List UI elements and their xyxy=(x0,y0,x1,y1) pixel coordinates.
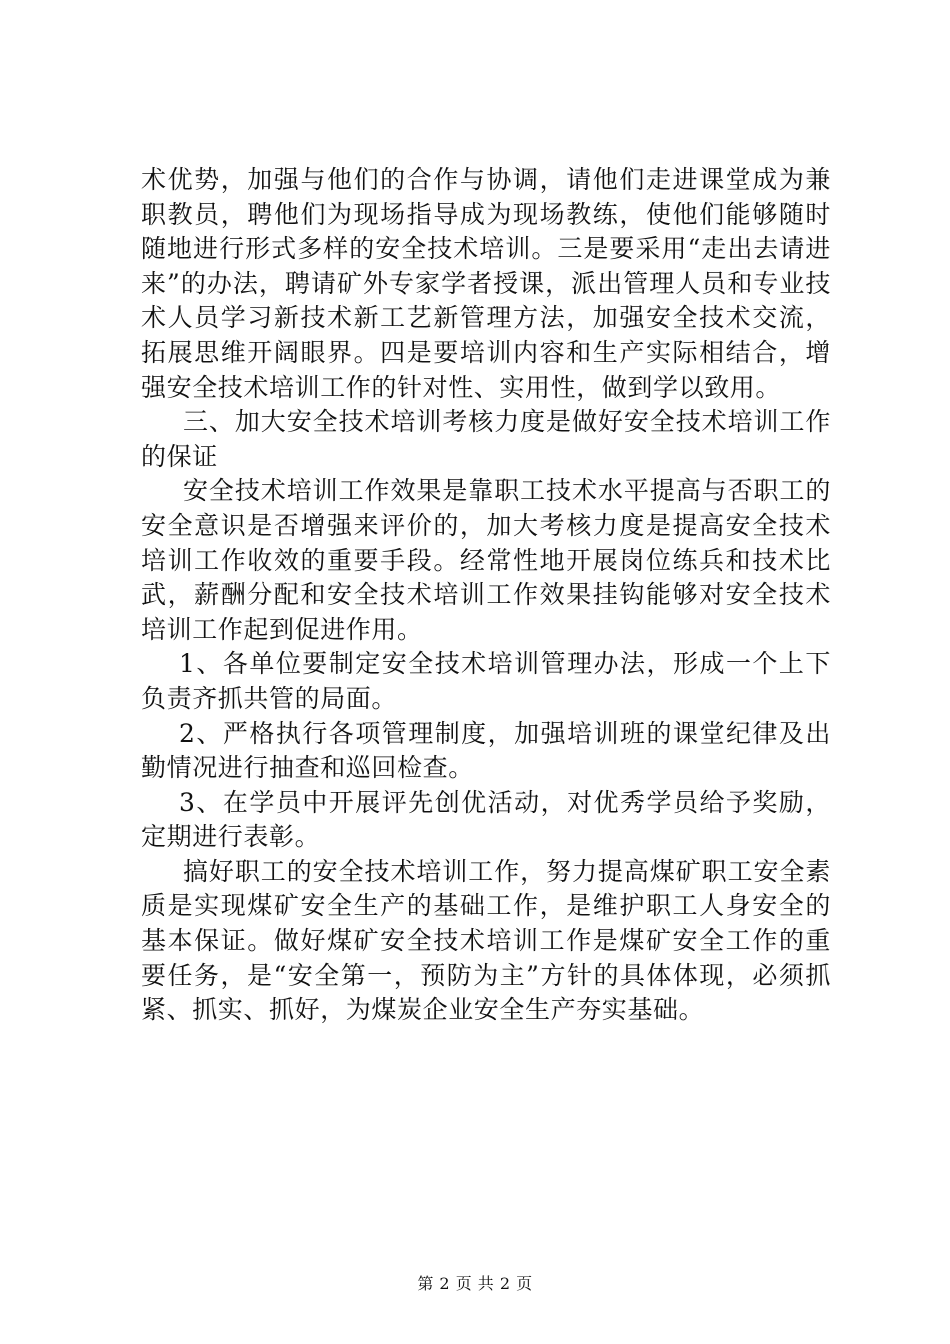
page-number-label: 第 2 页 共 2 页 xyxy=(417,1274,533,1293)
list-item-1: 1、各单位要制定安全技术培训管理办法，形成一个上下负责齐抓共管的局面。 xyxy=(141,649,831,713)
paragraph-assessment: 安全技术培训工作效果是靠职工技术水平提高与否职工的安全意识是否增强来评价的，加大考核力度是提高安全技术培训工作收效的重要手段。经常性地开展岗位练兵和技术比武，薪酬分配和安全技术培训工作效果挂钩能够对安全技术培训工作起到促进作用。 xyxy=(141,476,831,644)
list-item-2: 2、严格执行各项管理制度，加强培训班的课堂纪律及出勤情况进行抽查和巡回检查。 xyxy=(141,718,831,783)
section-heading-three: 三、加大安全技术培训考核力度是做好安全技术培训工作的保证 xyxy=(141,407,831,471)
page-footer xyxy=(0,1274,950,1294)
paragraph-conclusion: 搞好职工的安全技术培训工作，努力提高煤矿职工安全素质是实现煤矿安全生产的基础工作，是维护职工人身安全的基本保证。做好煤矿安全技术培训工作是煤矿安全工作的重要任务，是“安全第一，预防为主”方针的具体体现，必须抓紧、抓实、抓好，为煤炭企业安全生产夯实基础。 xyxy=(141,856,831,1025)
list-item-3: 3、在学员中开展评先创优活动，对优秀学员给予奖励，定期进行表彰。 xyxy=(141,787,831,852)
paragraph-continuation: 术优势，加强与他们的合作与协调，请他们走进课堂成为兼职教员，聘他们为现场指导成为现场教练，使他们能够随时随地进行形式多样的安全技术培训。三是要采用“走出去请进来”的办法，聘请矿外专家学者授课，派出管理人员和专业技术人员学习新技术新工艺新管理方法，加强安全技术交流，拓展思维开阔眼界。四是要培训内容和生产实际相结合，增强安全技术培训工作的针对性、实用性，做到学以致用。 xyxy=(141,165,831,402)
document-body xyxy=(141,163,831,1028)
